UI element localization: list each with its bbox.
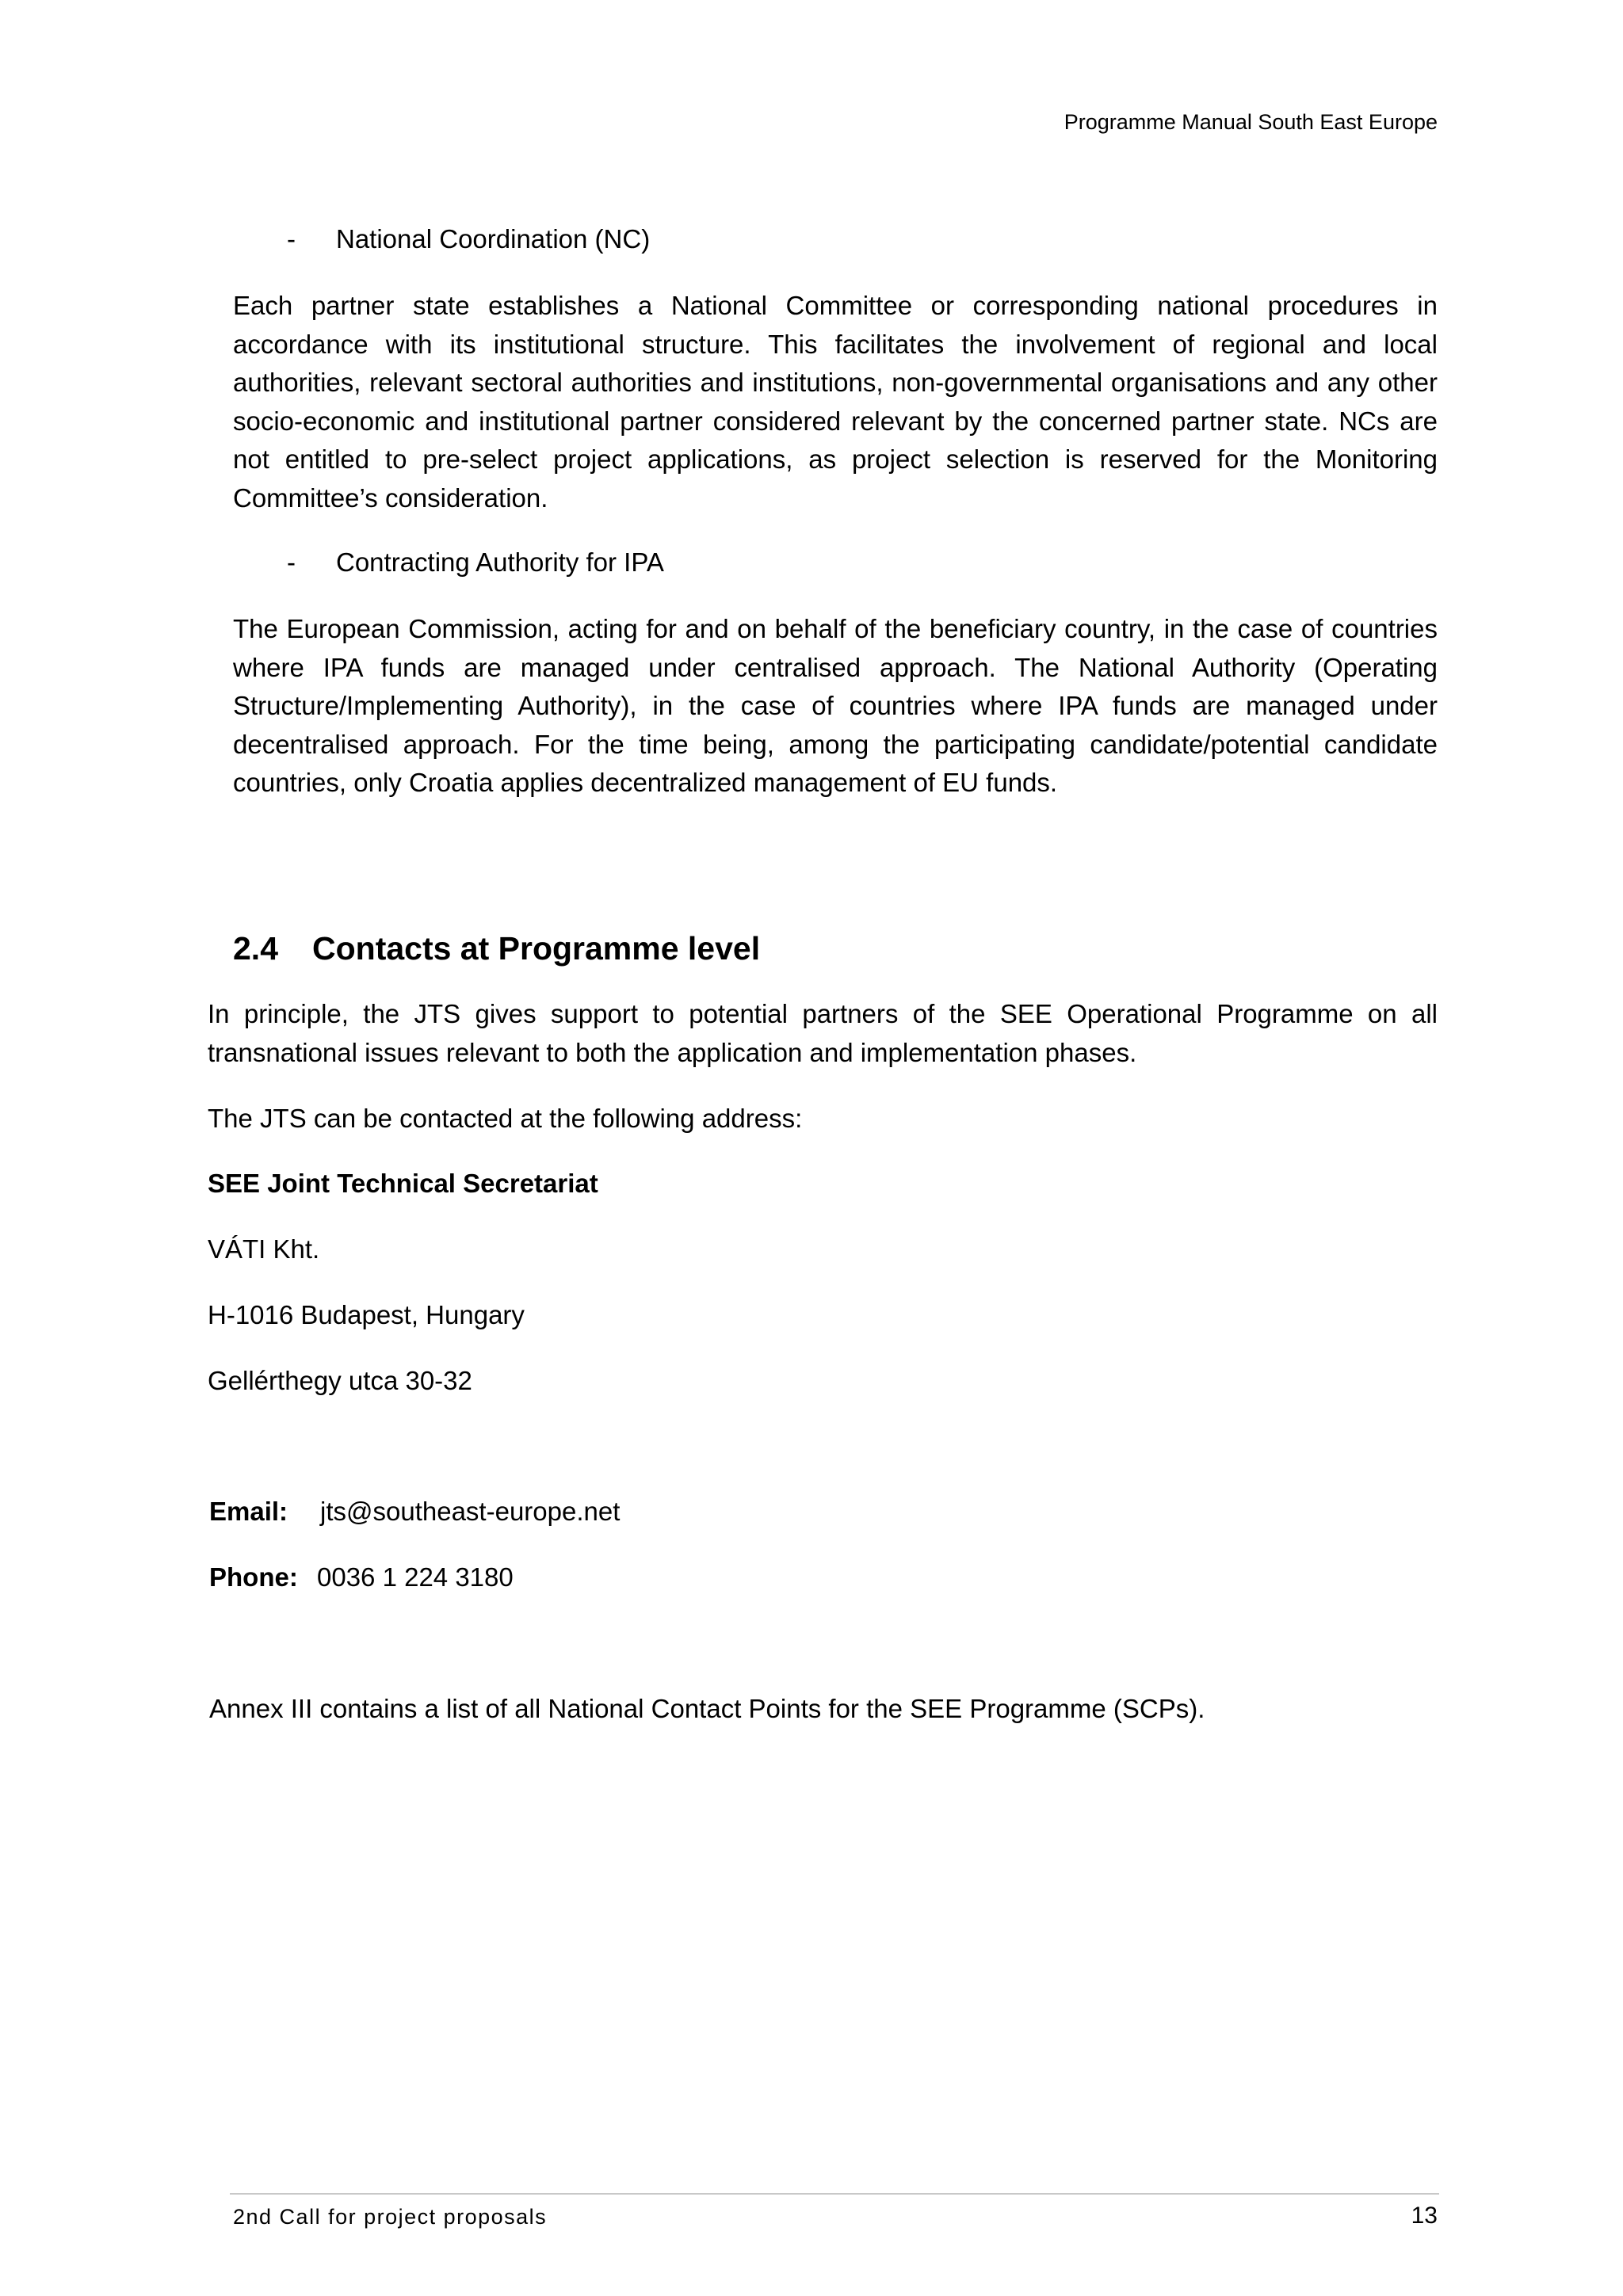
page-number: 13 <box>1411 2203 1438 2229</box>
address-line: Gellérthegy utca 30-32 <box>208 1366 472 1395</box>
phone-value: 0036 1 224 3180 <box>317 1562 514 1592</box>
paragraph-national-coordination: Each partner state establishes a National Committee or corresponding national procedures in accordance with its institutional structure. This facilitates the involvement of regional and local authorities, relevant sectoral authorities and institutions, non-governmental organisations and any other socio-economic and institutional partner considered relevant by the concerned partner state. NCs are not entitled to pre-select project applications, as project selection is reserved for the Monitoring Committee’s consideration. <box>233 291 1438 513</box>
address-intro: The JTS can be contacted at the following address: <box>208 1104 803 1133</box>
footer-divider <box>230 2193 1439 2195</box>
footer-call-title: 2nd Call for project proposals <box>233 2205 548 2229</box>
paragraph-contracting-authority: The European Commission, acting for and on behalf of the beneficiary country, in the case of countries where IPA funds are managed under centralised approach. The National Authority (Operating Structure/Implementing Authority), in the case of countries where IPA funds are managed under decentralised approach. For the time being, among the participating candidate/potential candidate countries, only Croatia applies decentralized management of EU funds. <box>233 614 1438 797</box>
address-line: VÁTI Kht. <box>208 1234 320 1264</box>
section-heading <box>233 929 760 968</box>
email-value[interactable]: jts@southeast-europe.net <box>320 1497 621 1526</box>
email-row <box>209 1494 620 1529</box>
organisation-name: SEE Joint Technical Secretariat <box>208 1169 598 1198</box>
running-header: Programme Manual South East Europe <box>1064 110 1438 134</box>
bullet-label: Contracting Authority for IPA <box>336 547 664 577</box>
address-line: H-1016 Budapest, Hungary <box>208 1300 525 1329</box>
phone-label: Phone: <box>209 1562 298 1592</box>
bullet-marker: - <box>287 547 296 577</box>
email-label: Email: <box>209 1497 288 1526</box>
bullet-label: National Coordination (NC) <box>336 224 651 254</box>
bullet-marker: - <box>287 224 296 254</box>
section-number: 2.4 <box>233 930 278 967</box>
section-title: Contacts at Programme level <box>312 930 761 967</box>
paragraph-contacts-intro: In principle, the JTS gives support to potential partners of the SEE Operational Programme on all transnational issues relevant to both the application and implementation phases. <box>208 999 1438 1067</box>
annex-note: Annex III contains a list of all National Contact Points for the SEE Programme (SCPs). <box>209 1694 1205 1723</box>
phone-row <box>209 1560 514 1595</box>
